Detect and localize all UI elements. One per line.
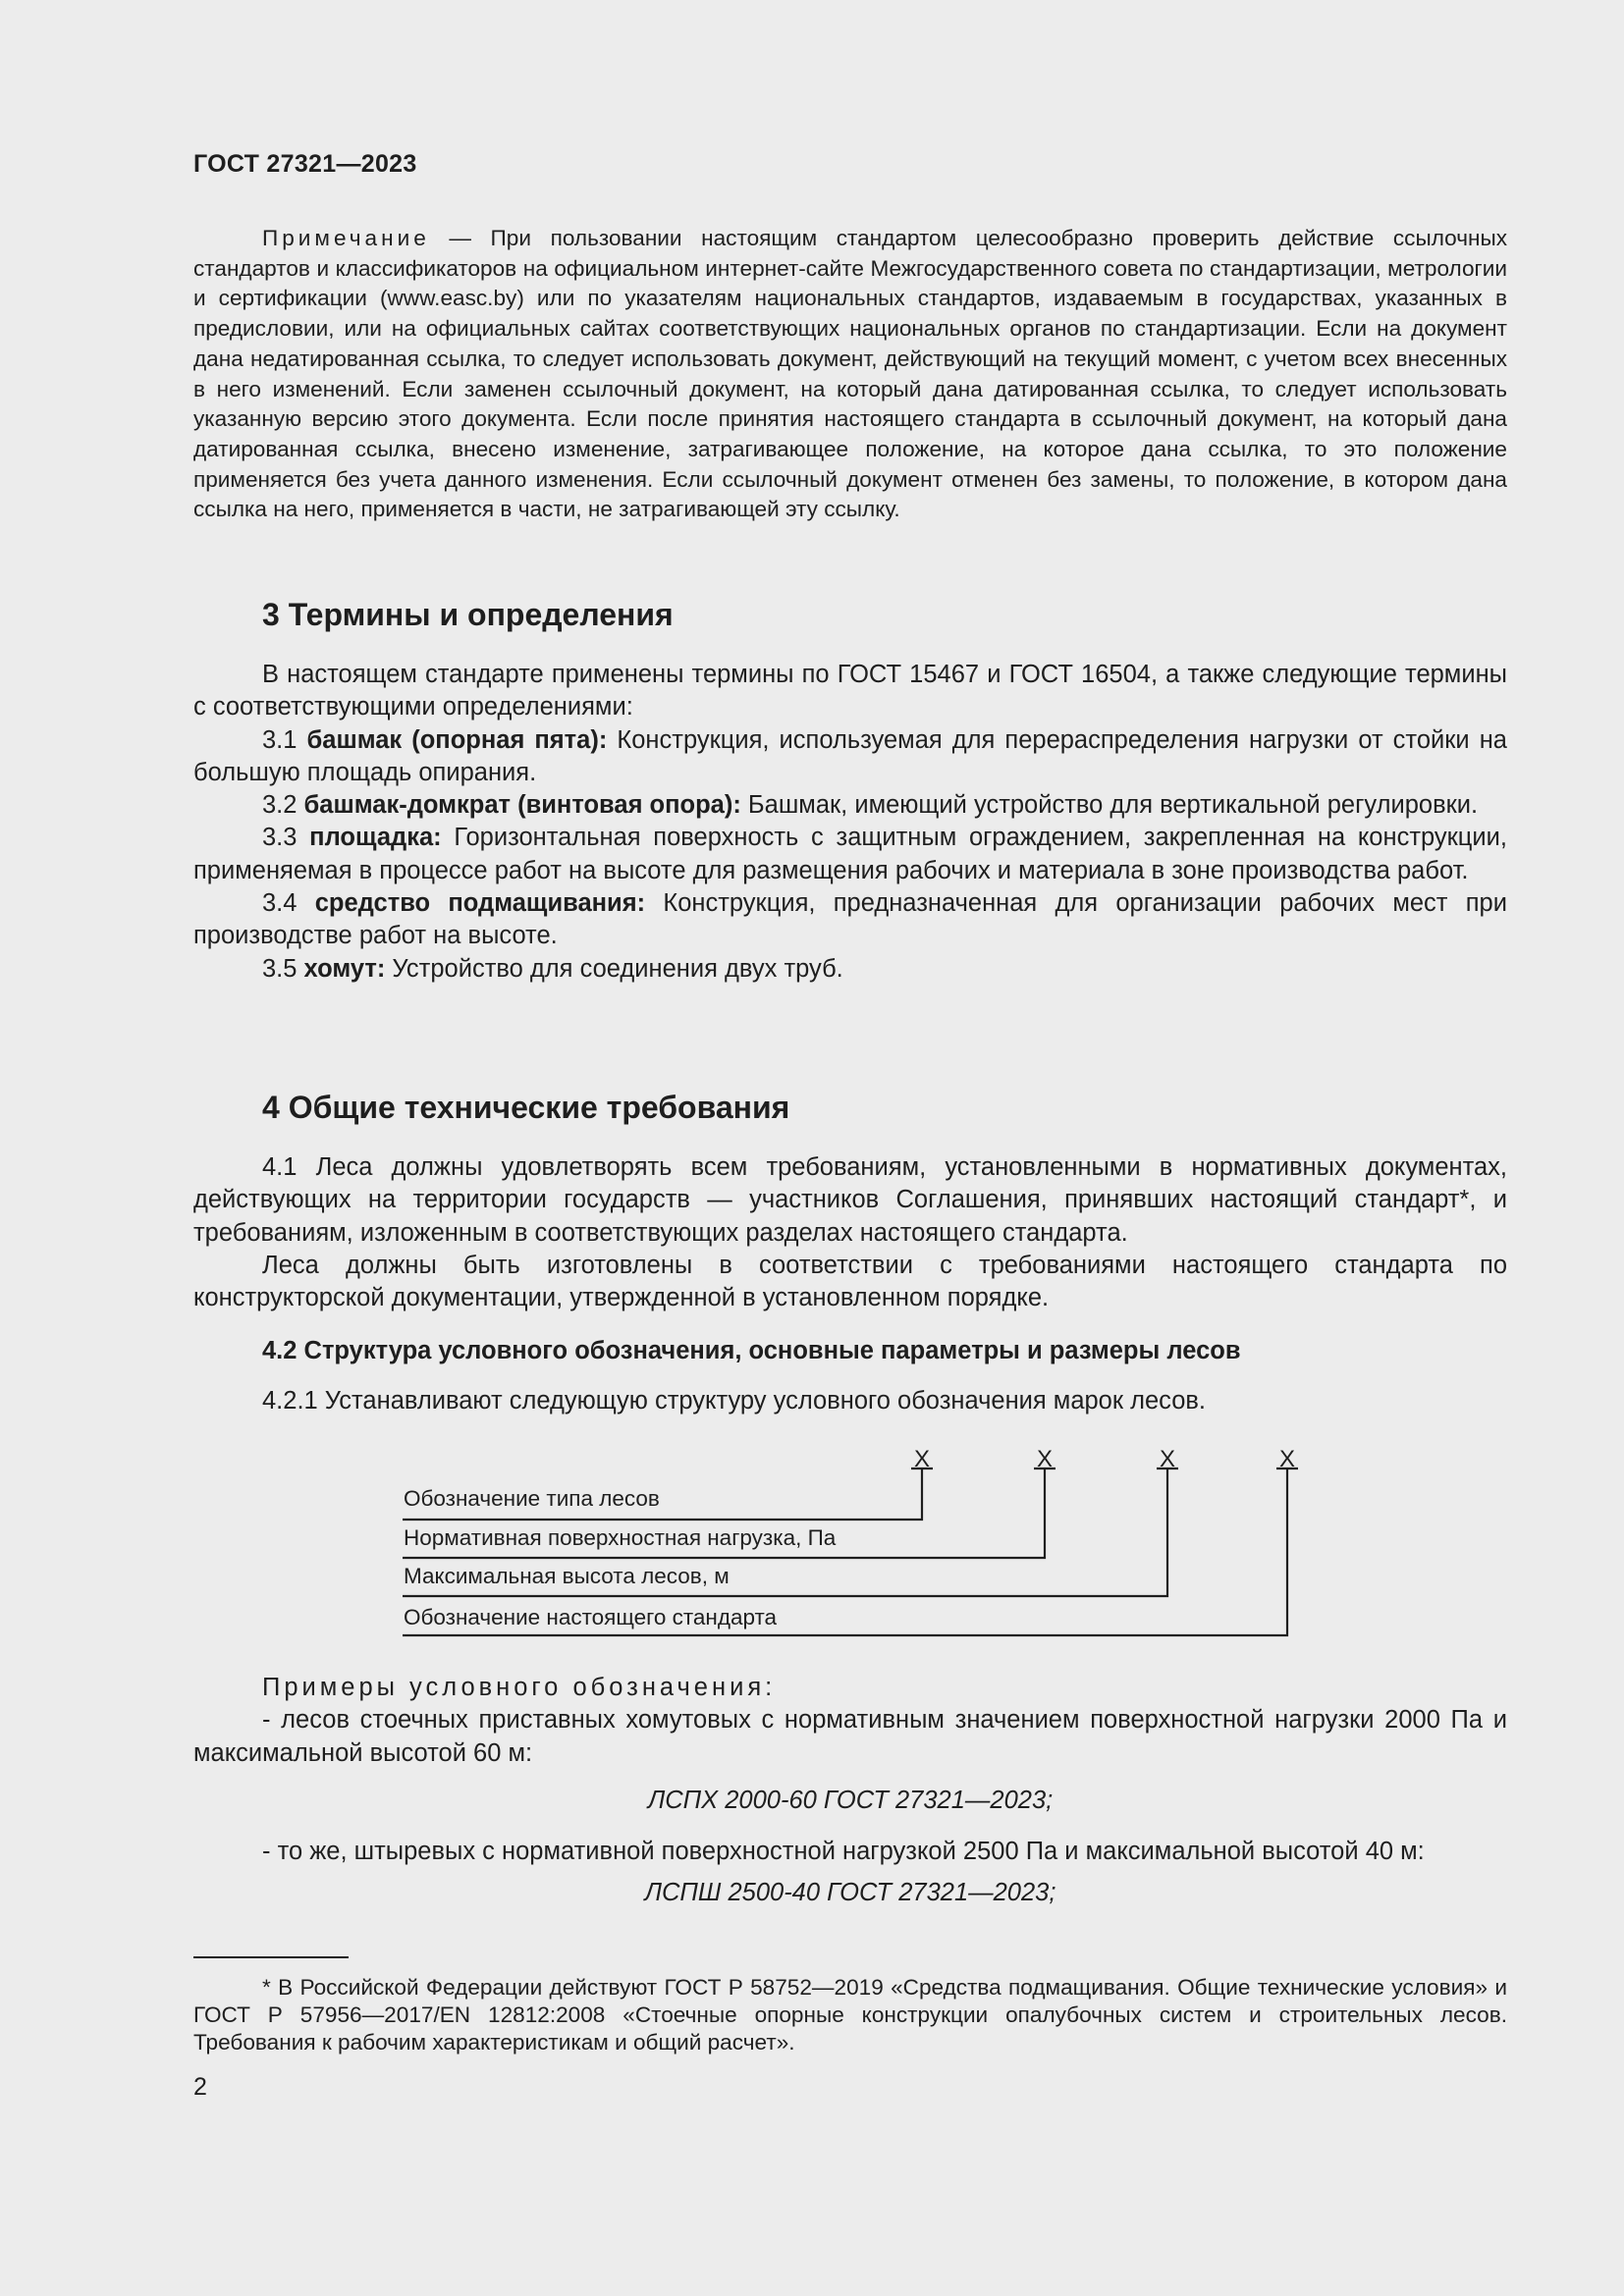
footnote-text: * В Российской Федерации действуют ГОСТ Р 58752—2019 «Средства подмащивания. Общие технические условия» и ГОСТ Р 57956—2017/EN 12812:2008 «Стоечные опорные конструкции опалубочных систем и строительных лесов. Требования к рабочим характеристикам и общий расчет». [193,1975,1507,2055]
paragraph-4-1-continued: Леса должны быть изготовлены в соответствии с требованиями настоящего стандарта по конструкторской документации, утвержденной в установленном порядке. [193,1251,1507,1312]
term-name: хомут: [303,954,386,983]
term-number: 3.5 [262,954,304,983]
example-2-block [193,1836,1507,1868]
term-definition: Горизонтальная поверхность с защитным ограждением, закрепленная на конструкции, применяемая в процессе работ на высоте для размещения рабочих и материала в зоне производства работ. [193,824,1507,884]
term-definition: Устройство для соединения двух труб. [385,954,843,983]
term-name: башмак (опорная пята): [306,725,608,754]
term-name: средство подмащивания: [314,889,646,918]
example-2-text: - то же, штыревых с нормативной поверхностной нагрузкой 2500 Па и максимальной высотой 40 м: [262,1838,1425,1865]
examples-block [193,1672,1507,1770]
term-number: 3.3 [262,824,310,852]
examples-title: Примеры условного обозначения: [262,1674,777,1701]
diagram-label: Максимальная высота лесов, м [404,1564,730,1588]
term-name: башмак-домкрат (винтовая опора): [303,791,741,820]
designation-mark: X [913,1446,931,1472]
diagram-label: Обозначение настоящего стандарта [404,1605,778,1629]
term-name: площадка: [309,824,442,852]
term-number: 3.4 [262,889,315,918]
term-number: 3.2 [262,791,304,820]
section-3-intro: В настоящем стандарте применены термины по ГОСТ 15467 и ГОСТ 16504, а также следующие термины с соответствующими определениями: [193,661,1507,721]
example-2-designation: ЛСПШ 2500-40 ГОСТ 27321—2023; [644,1879,1056,1906]
term-number: 3.1 [262,725,307,754]
paragraph-4-1: 4.1 Леса должны удовлетворять всем требованиям, установленными в нормативных документах, действующих на территории государств — участников Соглашения, принявших настоящий стандарт*, и требованиям, изложенным в соответствующих разделах настоящего стандарта. [193,1153,1507,1247]
section-3-heading: 3 Термины и определения [262,597,674,632]
note-label: Примечание [262,226,430,250]
footnote [193,1974,1507,2056]
diagram-label: Обозначение типа лесов [404,1486,660,1511]
paragraph-4-2-1-text: 4.2.1 Устанавливают следующую структуру условного обозначения марок лесов. [262,1387,1207,1415]
diagram-label: Нормативная поверхностная нагрузка, Па [404,1525,837,1550]
section-4-heading: 4 Общие технические требования [262,1090,790,1125]
page-number: 2 [193,2073,207,2101]
designation-mark: X [1036,1446,1054,1472]
subsection-4-2-heading: 4.2 Структура условного обозначения, основные параметры и размеры лесов [262,1337,1241,1364]
example-1-text: - лесов стоечных приставных хомутовых с нормативным значением поверхностной нагрузки 2000 Па и максимальной высотой 60 м: [193,1706,1507,1767]
running-header: ГОСТ 27321—2023 [193,150,417,178]
term-definition: Конструкция, используемая для перераспределения нагрузки от стойки на большую площадь опирания. [193,725,1507,786]
designation-mark: X [1278,1446,1296,1472]
term-definition: Конструкция, предназначенная для организации рабочих мест при производстве работ на высоте. [193,889,1507,950]
designation-mark: X [1159,1446,1176,1472]
example-1-designation: ЛСПХ 2000-60 ГОСТ 27321—2023; [647,1787,1054,1814]
note-text: — При пользовании настоящим стандартом целесообразно проверить действие ссылочных стандартов и классификаторов на официальном интернет-сайте Межгосударственного совета по стандартизации, метрологии и сертификации (www.easc.by) или по указателям национальных стандартов, издаваемым в государствах, указанных в предисловии, или на официальных сайтах соответствующих национальных органов по стандартизации. Если на документ дана недатированная ссылка, то следует использовать документ, действующий на текущий момент, с учетом всех внесенных в него изменений. Если заменен ссылочный документ, на который дана датированная ссылка, то следует использовать указанную версию этого документа. Если после принятия настоящего стандарта в ссылочный документ, на который дана датированная ссылка, внесено изменение, затрагивающее положение, на которое дана ссылка, то это положение применяется без учета данного изменения. Если ссылочный документ отменен без замены, то положение, в котором дана ссылка на него, применяется в части, не затрагивающей эту ссылку. [193,226,1507,522]
footnote-separator [193,1956,349,1958]
term-definition: Башмак, имеющий устройство для вертикальной регулировки. [740,791,1479,820]
